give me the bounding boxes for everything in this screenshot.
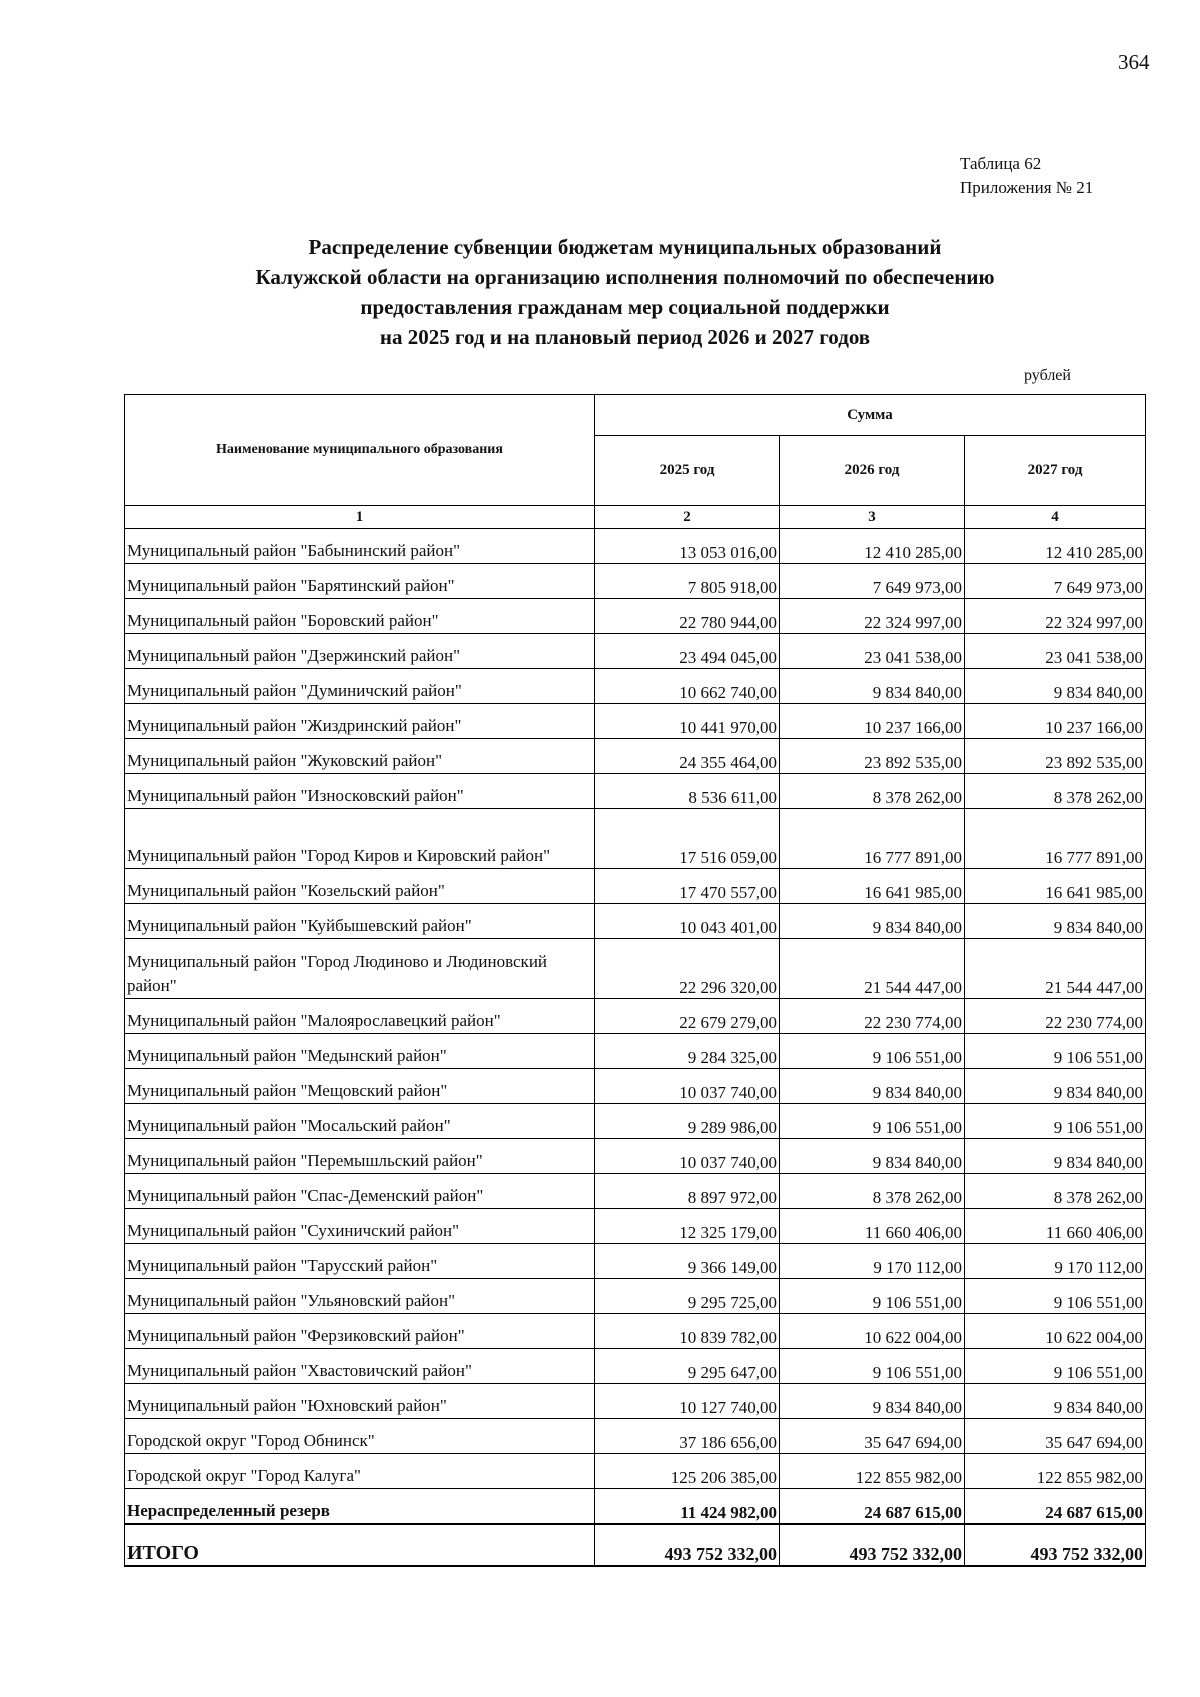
table-row [125, 634, 1146, 669]
amount-2025: 24 355 464,00 [595, 739, 780, 774]
amount-2027: 9 834 840,00 [965, 1139, 1146, 1174]
total-2025: 493 752 332,00 [595, 1524, 780, 1566]
municipality-name: Муниципальный район "Юхновский район" [125, 1384, 595, 1419]
amount-2026: 11 660 406,00 [780, 1209, 965, 1244]
municipality-name: Муниципальный район "Перемышльский район" [125, 1139, 595, 1174]
table-row [125, 1104, 1146, 1139]
amount-2025: 8 536 611,00 [595, 774, 780, 809]
total-label: ИТОГО [125, 1524, 595, 1566]
header-year-2025: 2025 год [595, 436, 780, 506]
table-row [125, 869, 1146, 904]
amount-2025: 10 127 740,00 [595, 1384, 780, 1419]
table-row [125, 599, 1146, 634]
document-title [130, 232, 1120, 352]
amount-2027: 21 544 447,00 [965, 939, 1146, 999]
amount-2026: 10 622 004,00 [780, 1314, 965, 1349]
amount-2025: 9 284 325,00 [595, 1034, 780, 1069]
municipality-name: Муниципальный район "Барятинский район" [125, 564, 595, 599]
amount-2027: 9 106 551,00 [965, 1104, 1146, 1139]
amount-2026: 9 834 840,00 [780, 1069, 965, 1104]
amount-2025: 125 206 385,00 [595, 1454, 780, 1489]
table-row [125, 999, 1146, 1034]
table-row [125, 1454, 1146, 1489]
amount-2027: 11 660 406,00 [965, 1209, 1146, 1244]
municipality-name: Муниципальный район "Сухиничский район" [125, 1209, 595, 1244]
amount-2027: 10 622 004,00 [965, 1314, 1146, 1349]
amount-2025: 8 897 972,00 [595, 1174, 780, 1209]
amount-2026: 35 647 694,00 [780, 1419, 965, 1454]
amount-2025: 10 043 401,00 [595, 904, 780, 939]
table-row [125, 1349, 1146, 1384]
table-row [125, 704, 1146, 739]
table-row [125, 809, 1146, 869]
amount-2025: 22 296 320,00 [595, 939, 780, 999]
amount-2025: 23 494 045,00 [595, 634, 780, 669]
municipality-name: Муниципальный район "Дзержинский район" [125, 634, 595, 669]
total-2026: 493 752 332,00 [780, 1524, 965, 1566]
amount-2027: 9 106 551,00 [965, 1349, 1146, 1384]
total-row [125, 1524, 1146, 1566]
municipality-name: Муниципальный район "Хвастовичский район" [125, 1349, 595, 1384]
table-row [125, 1209, 1146, 1244]
table-row [125, 739, 1146, 774]
municipality-name: Муниципальный район "Тарусский район" [125, 1244, 595, 1279]
table-row [125, 774, 1146, 809]
amount-2027: 16 641 985,00 [965, 869, 1146, 904]
amount-2026: 16 777 891,00 [780, 809, 965, 869]
amount-2025: 10 037 740,00 [595, 1069, 780, 1104]
municipality-name: Муниципальный район "Малоярославецкий район" [125, 999, 595, 1034]
amount-2026: 23 041 538,00 [780, 634, 965, 669]
units-label: рублей [1024, 367, 1071, 384]
amount-2026: 12 410 285,00 [780, 529, 965, 564]
amount-2026: 9 170 112,00 [780, 1244, 965, 1279]
municipality-name: Муниципальный район "Бабынинский район" [125, 529, 595, 564]
amount-2026: 9 834 840,00 [780, 1384, 965, 1419]
column-index: 4 [965, 506, 1146, 529]
amount-2026: 9 106 551,00 [780, 1034, 965, 1069]
municipality-name: Муниципальный район "Мещовский район" [125, 1069, 595, 1104]
table-row [125, 1174, 1146, 1209]
amount-2025: 37 186 656,00 [595, 1419, 780, 1454]
table-row [125, 939, 1146, 999]
municipality-name: Муниципальный район "Жиздринский район" [125, 704, 595, 739]
amount-2027: 122 855 982,00 [965, 1454, 1146, 1489]
table-row [125, 904, 1146, 939]
total-2027: 493 752 332,00 [965, 1524, 1146, 1566]
column-index: 2 [595, 506, 780, 529]
amount-2025: 10 441 970,00 [595, 704, 780, 739]
table-reference [960, 152, 1093, 200]
municipality-name: Муниципальный район "Износковский район" [125, 774, 595, 809]
amount-2027: 12 410 285,00 [965, 529, 1146, 564]
reserve-2027: 24 687 615,00 [965, 1489, 1146, 1525]
table-row [125, 1384, 1146, 1419]
municipality-name: Муниципальный район "Мосальский район" [125, 1104, 595, 1139]
amount-2026: 22 230 774,00 [780, 999, 965, 1034]
table-number: Таблица 62 [960, 154, 1042, 173]
amount-2027: 22 230 774,00 [965, 999, 1146, 1034]
page-number: 364 [1118, 50, 1150, 74]
municipality-name: Муниципальный район "Боровский район" [125, 599, 595, 634]
amount-2025: 22 780 944,00 [595, 599, 780, 634]
amount-2027: 9 834 840,00 [965, 1069, 1146, 1104]
amount-2025: 17 470 557,00 [595, 869, 780, 904]
amount-2027: 16 777 891,00 [965, 809, 1146, 869]
amount-2027: 7 649 973,00 [965, 564, 1146, 599]
amount-2026: 8 378 262,00 [780, 774, 965, 809]
table-row [125, 529, 1146, 564]
amount-2025: 17 516 059,00 [595, 809, 780, 869]
amount-2027: 10 237 166,00 [965, 704, 1146, 739]
reserve-2025: 11 424 982,00 [595, 1489, 780, 1525]
amount-2027: 9 834 840,00 [965, 669, 1146, 704]
reserve-2026: 24 687 615,00 [780, 1489, 965, 1525]
municipality-name: Муниципальный район "Жуковский район" [125, 739, 595, 774]
municipality-name: Муниципальный район "Ульяновский район" [125, 1279, 595, 1314]
municipality-name: Муниципальный район "Ферзиковский район" [125, 1314, 595, 1349]
municipality-name: Муниципальный район "Город Людиново и Людиновский район" [125, 939, 595, 999]
reserve-row [125, 1489, 1146, 1525]
amount-2027: 35 647 694,00 [965, 1419, 1146, 1454]
amount-2025: 9 295 647,00 [595, 1349, 780, 1384]
title-line: предоставления гражданам мер социальной поддержки [360, 295, 890, 319]
amount-2025: 9 295 725,00 [595, 1279, 780, 1314]
header-year-2026: 2026 год [780, 436, 965, 506]
amount-2026: 7 649 973,00 [780, 564, 965, 599]
amount-2026: 9 106 551,00 [780, 1279, 965, 1314]
table-body [125, 529, 1146, 1567]
title-line: на 2025 год и на плановый период 2026 и 2027 годов [379, 325, 871, 349]
amount-2026: 16 641 985,00 [780, 869, 965, 904]
amount-2027: 9 170 112,00 [965, 1244, 1146, 1279]
amount-2025: 12 325 179,00 [595, 1209, 780, 1244]
table-row [125, 1419, 1146, 1454]
amount-2025: 9 289 986,00 [595, 1104, 780, 1139]
amount-2025: 9 366 149,00 [595, 1244, 780, 1279]
municipality-name: Городской округ "Город Обнинск" [125, 1419, 595, 1454]
municipality-name: Муниципальный район "Город Киров и Кировский район" [125, 809, 595, 869]
municipality-name: Муниципальный район "Думиничский район" [125, 669, 595, 704]
table-row [125, 1069, 1146, 1104]
amount-2026: 22 324 997,00 [780, 599, 965, 634]
table-row [125, 1139, 1146, 1174]
municipality-name: Городской округ "Город Калуга" [125, 1454, 595, 1489]
amount-2026: 10 237 166,00 [780, 704, 965, 739]
amount-2027: 23 041 538,00 [965, 634, 1146, 669]
amount-2025: 22 679 279,00 [595, 999, 780, 1034]
amount-2027: 8 378 262,00 [965, 1174, 1146, 1209]
table-row [125, 1244, 1146, 1279]
municipality-name: Муниципальный район "Медынский район" [125, 1034, 595, 1069]
title-line: Калужской области на организацию исполнения полномочий по обеспечению [255, 265, 995, 289]
municipality-name: Муниципальный район "Козельский район" [125, 869, 595, 904]
column-index: 3 [780, 506, 965, 529]
table-row [125, 1034, 1146, 1069]
amount-2026: 21 544 447,00 [780, 939, 965, 999]
amount-2027: 9 834 840,00 [965, 904, 1146, 939]
table-row [125, 564, 1146, 599]
amount-2027: 8 378 262,00 [965, 774, 1146, 809]
reserve-label: Нераспределенный резерв [125, 1489, 595, 1525]
amount-2027: 9 106 551,00 [965, 1034, 1146, 1069]
subvention-table [124, 394, 1146, 1567]
amount-2027: 9 106 551,00 [965, 1279, 1146, 1314]
amount-2026: 23 892 535,00 [780, 739, 965, 774]
amount-2026: 9 834 840,00 [780, 669, 965, 704]
amount-2025: 7 805 918,00 [595, 564, 780, 599]
amount-2025: 10 662 740,00 [595, 669, 780, 704]
amount-2027: 22 324 997,00 [965, 599, 1146, 634]
title-line: Распределение субвенции бюджетам муниципальных образований [308, 235, 942, 259]
amount-2027: 9 834 840,00 [965, 1384, 1146, 1419]
municipality-name: Муниципальный район "Спас-Деменский район" [125, 1174, 595, 1209]
header-sum: Сумма [595, 395, 1146, 436]
header-municipality: Наименование муниципального образования [125, 395, 595, 506]
appendix-number: Приложения № 21 [960, 178, 1094, 197]
amount-2025: 10 037 740,00 [595, 1139, 780, 1174]
amount-2026: 9 834 840,00 [780, 904, 965, 939]
amount-2026: 122 855 982,00 [780, 1454, 965, 1489]
column-index: 1 [125, 506, 595, 529]
municipality-name: Муниципальный район "Куйбышевский район" [125, 904, 595, 939]
amount-2026: 9 106 551,00 [780, 1349, 965, 1384]
amount-2027: 23 892 535,00 [965, 739, 1146, 774]
table-row [125, 1314, 1146, 1349]
header-year-2027: 2027 год [965, 436, 1146, 506]
amount-2025: 13 053 016,00 [595, 529, 780, 564]
table-row [125, 1279, 1146, 1314]
amount-2025: 10 839 782,00 [595, 1314, 780, 1349]
amount-2026: 9 834 840,00 [780, 1139, 965, 1174]
table-row [125, 669, 1146, 704]
amount-2026: 8 378 262,00 [780, 1174, 965, 1209]
amount-2026: 9 106 551,00 [780, 1104, 965, 1139]
